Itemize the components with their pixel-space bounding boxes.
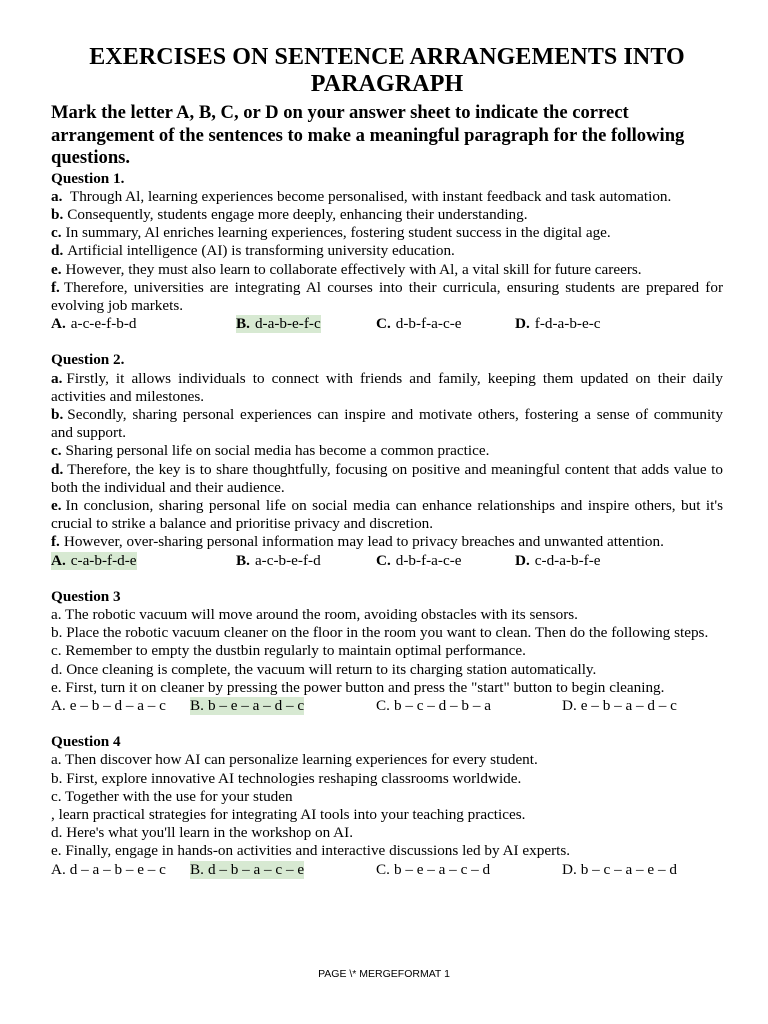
option-d — [515, 552, 601, 570]
item-letter: f. — [51, 278, 60, 296]
option-c — [376, 861, 490, 879]
option-text: d – b – a – c – e — [207, 860, 305, 878]
sentence-item — [51, 224, 723, 242]
item-text: Through Al, learning experiences become personalised, with instant feedback and task automation. — [66, 187, 672, 205]
sentence-item: a. Then discover how AI can personalize learning experiences for every student. — [51, 751, 538, 769]
sentence-item — [51, 497, 723, 533]
item-letter: d. — [51, 242, 64, 260]
item-text: Therefore, the key is to share thoughtfully, focusing on positive and meaningful content that adds value to both the individual and their audience. — [51, 460, 723, 496]
option-label: B. — [236, 315, 250, 333]
option-label: D. — [515, 551, 530, 569]
question-heading: Question 1. — [51, 169, 125, 187]
option-b — [236, 552, 321, 570]
document-page — [51, 44, 723, 897]
item-letter: e. — [51, 496, 62, 514]
option-label: C. — [376, 315, 391, 333]
sentence-item: a. The robotic vacuum will move around the room, avoiding obstacles with its sensors. — [51, 605, 578, 623]
option-text: c-a-b-f-d-e — [70, 551, 137, 569]
option-a — [51, 861, 166, 879]
sentence-item: e. First, turn it on cleaner by pressing the power button and press the "start" button to begin cleaning. — [51, 678, 665, 696]
sentence-item — [51, 279, 723, 315]
option-text: a-c-e-f-b-d — [70, 315, 137, 333]
item-text: Consequently, students engage more deeply, enhancing their understanding. — [67, 205, 528, 223]
option-text: f-d-a-b-e-c — [534, 315, 601, 333]
option-label: C. — [376, 696, 390, 714]
sentence-item: , learn practical strategies for integrating AI tools into your teaching practices. — [51, 805, 526, 823]
option-label: A. — [51, 551, 66, 569]
page-title: EXERCISES ON SENTENCE ARRANGEMENTS INTO PARAGRAPH — [89, 44, 685, 97]
option-label: B. — [190, 860, 204, 878]
instructions: Mark the letter A, B, C, or D on your answer sheet to indicate the correct arrangement of the sentences to make a meaningful paragraph for the following questions. — [51, 102, 685, 168]
item-letter: c. — [51, 442, 62, 460]
sentence-item — [51, 406, 723, 442]
option-text: e – b – d – a – c — [69, 696, 166, 714]
item-letter: c. — [51, 224, 62, 242]
sentence-item: c. Together with the use for your studen — [51, 787, 293, 805]
item-letter: b. — [51, 405, 64, 423]
answer-options — [51, 552, 723, 570]
item-text: However, they must also learn to collaborate effectively with Al, a vital skill for future careers. — [65, 260, 642, 278]
question-heading: Question 4 — [51, 733, 121, 751]
answer-options — [51, 697, 723, 715]
answer-options — [51, 861, 723, 879]
sentence-item — [51, 370, 723, 406]
sentence-item — [51, 461, 723, 497]
item-text: Artificial intelligence (AI) is transforming university education. — [67, 242, 455, 260]
option-text: d-b-f-a-c-e — [395, 551, 462, 569]
option-label: A. — [51, 696, 66, 714]
sentence-item — [51, 206, 723, 224]
option-d — [515, 315, 601, 333]
item-text: However, over-sharing personal information may lead to privacy breaches and unwanted attention. — [63, 533, 664, 551]
option-c — [376, 315, 462, 333]
option-label: C. — [376, 860, 390, 878]
sentence-item — [51, 442, 723, 460]
option-d — [562, 697, 677, 715]
item-text: Sharing personal life on social media has become a common practice. — [65, 442, 490, 460]
question-1 — [51, 170, 723, 334]
option-text: b – c – a – e – d — [580, 860, 677, 878]
option-d — [562, 861, 677, 879]
option-text: b – c – d – b – a — [393, 696, 491, 714]
option-text: c-d-a-b-f-e — [534, 551, 601, 569]
item-letter: e. — [51, 260, 62, 278]
option-label: C. — [376, 551, 391, 569]
sentence-item: e. Finally, engage in hands-on activities and interactive discussions led by AI experts. — [51, 842, 571, 860]
option-label: A. — [51, 315, 66, 333]
option-text: e – b – a – d – c — [580, 696, 677, 714]
answer-options — [51, 315, 723, 333]
item-text: In summary, Al enriches learning experiences, fostering student success in the digital age. — [65, 224, 611, 242]
option-label: D. — [515, 315, 530, 333]
option-b-correct — [190, 697, 304, 715]
item-letter: a. — [51, 187, 63, 205]
sentence-item: b. First, explore innovative AI technologies reshaping classrooms worldwide. — [51, 769, 522, 787]
option-c — [376, 697, 491, 715]
sentence-item — [51, 188, 723, 206]
option-b-correct — [236, 315, 321, 333]
option-text: d-b-f-a-c-e — [395, 315, 462, 333]
option-a — [51, 315, 137, 333]
option-text: d-a-b-e-f-c — [254, 315, 321, 333]
sentence-item: b. Place the robotic vacuum cleaner on the floor in the room you want to clean. Then do the following steps. — [51, 624, 709, 642]
option-label: B. — [236, 551, 250, 569]
item-text: Therefore, universities are integrating Al courses into their curricula, ensuring students are prepared for evolving job markets. — [51, 278, 723, 314]
option-label: B. — [190, 696, 204, 714]
item-letter: b. — [51, 205, 64, 223]
option-text: d – a – b – e – c — [69, 860, 166, 878]
question-2 — [51, 351, 723, 569]
sentence-item: d. Here's what you'll learn in the workshop on AI. — [51, 824, 353, 842]
option-a-correct — [51, 552, 137, 570]
option-a — [51, 697, 166, 715]
question-heading: Question 3 — [51, 587, 121, 605]
sentence-item: d. Once cleaning is complete, the vacuum will return to its charging station automatically. — [51, 660, 597, 678]
option-text: b – e – a – c – d — [393, 860, 491, 878]
question-4 — [51, 733, 723, 879]
option-label: D. — [562, 860, 577, 878]
sentence-item — [51, 242, 723, 260]
option-text: b – e – a – d – c — [207, 696, 305, 714]
item-text: In conclusion, sharing personal life on social media can enhance relationships and inspire others, but it's crucial to strike a balance and prioritise privacy and discretion. — [51, 496, 723, 533]
item-text: Secondly, sharing personal experiences can inspire and motivate others, fostering a sense of community and support. — [51, 405, 723, 442]
option-b-correct — [190, 861, 304, 879]
sentence-item — [51, 261, 723, 279]
question-heading: Question 2. — [51, 351, 125, 369]
option-c — [376, 552, 462, 570]
item-letter: a. — [51, 369, 63, 387]
option-label: D. — [562, 696, 577, 714]
item-letter: f. — [51, 533, 60, 551]
question-3 — [51, 588, 723, 715]
sentence-item — [51, 533, 723, 551]
option-text: a-c-b-e-f-d — [254, 551, 321, 569]
sentence-item: c. Remember to empty the dustbin regularly to maintain optimal performance. — [51, 642, 526, 660]
option-label: A. — [51, 860, 66, 878]
item-letter: d. — [51, 460, 64, 478]
page-footer: PAGE \* MERGEFORMAT 1 — [318, 968, 450, 980]
item-text: Firstly, it allows individuals to connect with friends and family, keeping them updated on their daily activities and milestones. — [51, 369, 723, 405]
